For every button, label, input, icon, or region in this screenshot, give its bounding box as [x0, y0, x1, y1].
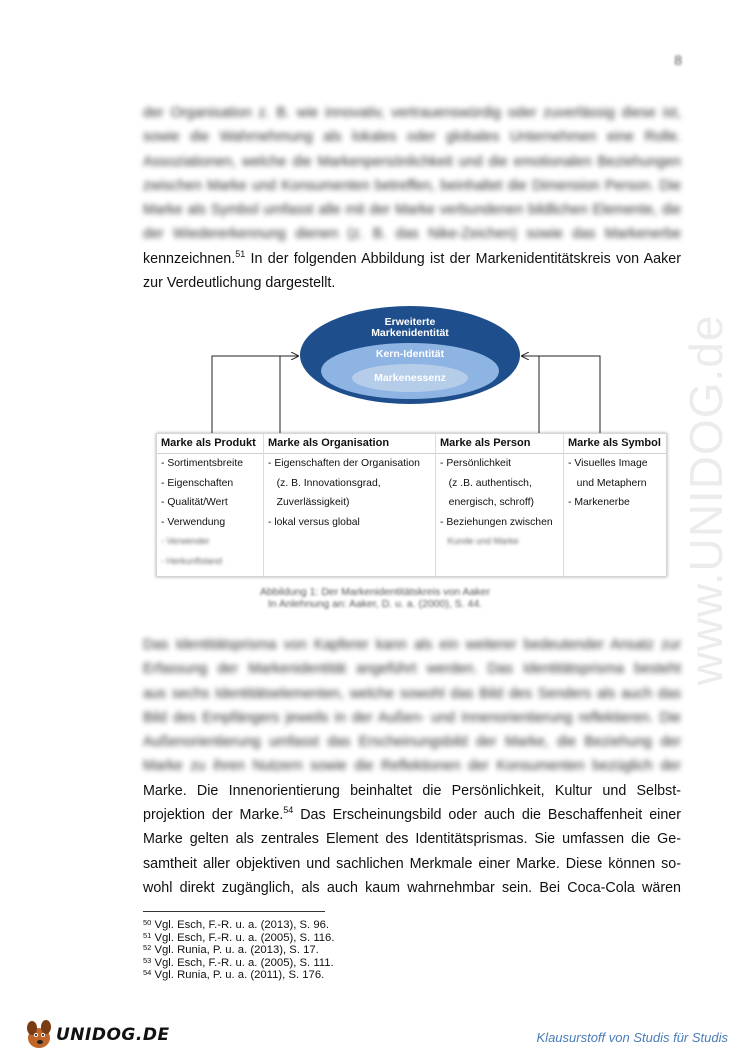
- paragraph-2: [143, 633, 681, 900]
- footer-tagline: Klausurstoff von Studis für Studis: [536, 1030, 728, 1045]
- footnote: $^{50}$ Vgl. Esch, F.-R. u. a. (2013), S. 96.: [143, 918, 330, 931]
- column-item: - Verwender: [161, 536, 210, 546]
- column-organisation: [264, 434, 436, 576]
- blurred-line: Marke zu ihren Nutzern sowie die Reflektionen der Konsumenten bezüglich der: [143, 758, 681, 775]
- column-item: - Verwendung: [161, 516, 226, 528]
- column-item: (z. B. Innovationsgrad,: [268, 477, 381, 489]
- connector-product: [212, 356, 298, 433]
- column-symbol: [564, 434, 666, 576]
- blurred-line: Assoziationen, welche die Markenpersönlichkeit und die emotionalen Beziehungen: [143, 153, 681, 170]
- text-line: wohl direkt zugänglich, als auch kaum wahrnehmbar sein. Bei Coca-Cola wären: [143, 879, 681, 896]
- footnote-ref: 51: [235, 249, 246, 260]
- dimension-table: [156, 433, 667, 577]
- paragraph-1: [143, 101, 681, 295]
- blurred-line: Außenorientierung umfasst das Erscheinungsbild der Marke, die Beziehung der: [143, 734, 681, 751]
- footnote: $^{52}$ Vgl. Runia, P. u. a. (2013), S. 17.: [143, 943, 319, 957]
- column-item: - lokal versus global: [268, 516, 360, 528]
- column-product: [157, 434, 264, 576]
- column-heading: Marke als Produkt: [157, 434, 263, 454]
- footnote-ref: 54: [283, 805, 294, 816]
- column-item: Zuverlässigkeit): [268, 497, 350, 508]
- blurred-line: sowie die Wahrnehmung als lokales oder globales Unternehmen eine Rolle.: [143, 129, 681, 146]
- text-line: zur Verdeutlichung dargestellt.: [143, 275, 336, 292]
- connector-symbol: [522, 356, 600, 433]
- dog-mascot-icon: [22, 1016, 58, 1052]
- inner-ellipse-label: Markenessenz: [374, 372, 446, 384]
- column-item: - Herkunftsland: [161, 555, 223, 566]
- brand-identity-diagram: [150, 305, 670, 580]
- blurred-line: Bild des Empfängers jeweils in der Außen- und Innenorientierung reflektieren. Die: [143, 709, 681, 726]
- page-number: 8: [674, 52, 682, 68]
- column-item: und Metaphern: [568, 477, 647, 489]
- blurred-line: Erfassung der Markenidentität angeführt werden. Das Identitätsprisma besteht: [143, 661, 681, 678]
- blurred-line: zwischen Marke und Konsumenten betreffen, beinhaltet die Dimension Person. Die: [143, 177, 681, 194]
- text-line: projektion der Marke.$^{54}$ Das Erscheinungsbild oder auch die Beschaffenheit einer: [143, 805, 681, 824]
- column-heading: Marke als Organisation: [264, 434, 435, 454]
- text-line: samtheit aller objektiven und sachlichen Merkmale einer Marke. Diese können so-: [143, 855, 681, 872]
- footnote: $^{53}$ Vgl. Esch, F.-R. u. a. (2005), S. 111.: [143, 955, 334, 969]
- blurred-line: Marke als Symbol umfasst alle mit der Marke verbundenen bildlichen Elemente, die: [143, 202, 681, 219]
- column-item: (z .B. authentisch,: [440, 477, 532, 489]
- column-item: energisch, schroff): [440, 497, 534, 508]
- text-line: Marke gelten als zentrales Element des Identitätsprismas. Sie umfassen die Ge-: [143, 831, 681, 848]
- column-item: - Eigenschaften: [161, 477, 234, 489]
- footnote: $^{54}$ Vgl. Runia, P. u. a. (2011), S. 176.: [143, 968, 325, 982]
- column-heading: Marke als Symbol: [564, 434, 666, 454]
- footnotes: [143, 919, 334, 982]
- blurred-line: der Wiedererkennung dienen (z. B. das Nike-Zeichen) sowie das Markenerbe: [143, 226, 681, 243]
- column-item: - Eigenschaften der Organisation: [268, 458, 420, 469]
- logo-text: UNIDOG.DE: [56, 1025, 170, 1045]
- footnote-divider: [143, 911, 325, 912]
- column-item: Kunde und Marke: [440, 536, 519, 546]
- text-line: kennzeichnen.$^{51}$ In der folgenden Abbildung ist der Markenidentitätskreis von Aaker: [143, 249, 681, 267]
- column-heading: Marke als Person: [436, 434, 563, 454]
- text-line: Marke. Die Innenorientierung beinhaltet die Persönlichkeit, Kultur und Selbst-: [143, 782, 681, 799]
- column-item: - Sortimentsbreite: [161, 458, 243, 469]
- figure-caption: Abbildung 1: Der Markenidentitätskreis von Aaker In Anlehnung an: Aaker, D. u. a. (2000), S. 44.: [260, 586, 490, 610]
- middle-ellipse-label: Kern-Identität: [375, 348, 445, 360]
- column-person: [436, 434, 564, 576]
- column-item: - Visuelles Image: [568, 458, 648, 469]
- column-item: - Persönlichkeit: [440, 458, 512, 469]
- blurred-line: Das Identitätsprisma von Kapferer kann als ein weiterer bedeutender Ansatz zur: [143, 637, 681, 653]
- column-item: - Markenerbe: [568, 497, 630, 508]
- footnote: $^{51}$ Vgl. Esch, F.-R. u. a. (2005), S. 116.: [143, 930, 335, 944]
- column-item: - Qualität/Wert: [161, 497, 228, 508]
- unidog-logo[interactable]: [22, 1016, 170, 1052]
- blurred-line: der Organisation z. B. wie innovativ, vertrauenswürdig oder zuverlässig diese ist,: [143, 105, 681, 121]
- column-item: - Beziehungen zwischen: [440, 516, 553, 528]
- blurred-line: aus sechs Identitätselementen, welche sowohl das Bild des Senders als auch das: [143, 685, 681, 702]
- outer-ellipse-label: Erweiterte Markenidentität: [371, 316, 449, 339]
